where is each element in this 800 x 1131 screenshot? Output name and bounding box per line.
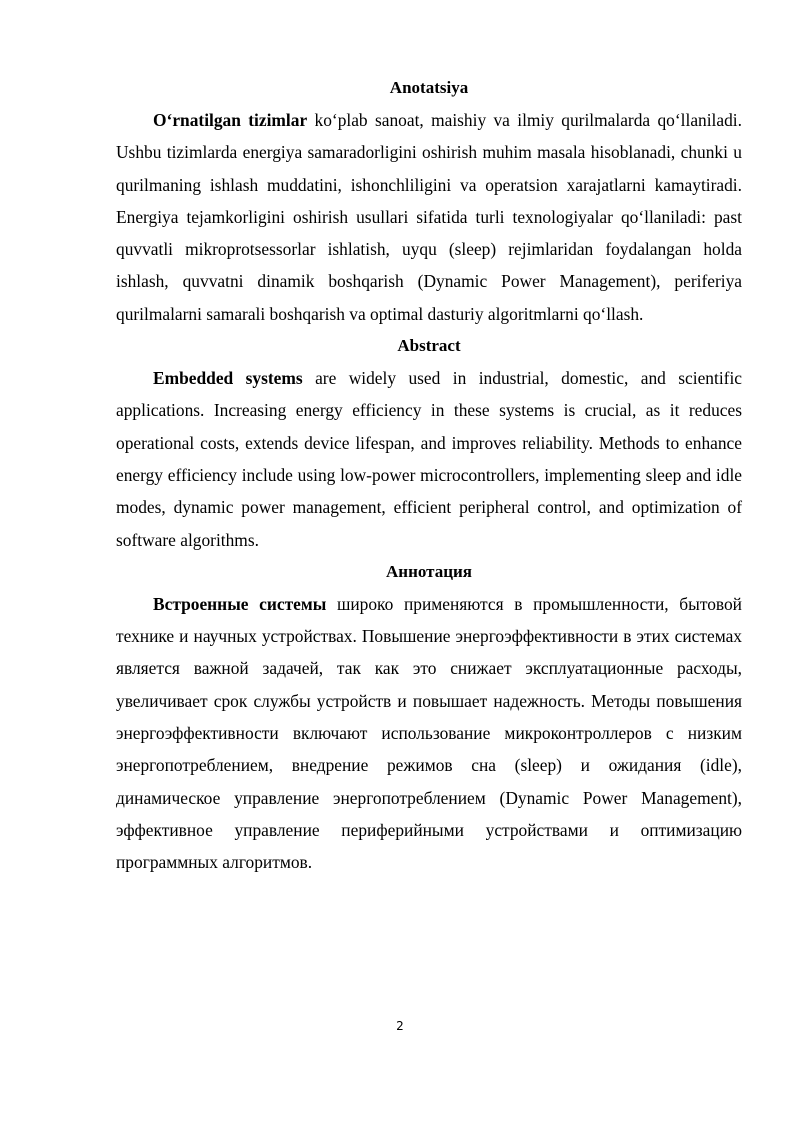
section-heading-anotatsiya: Anotatsiya [389,78,469,97]
paragraph-body-abstract: are widely used in industrial, domestic, and scientific applications. Increasing energy efficiency in these systems is crucial, as it reduces operational costs, extends device lifespan, and improves reliability. Methods to enhance energy efficiency include using low-power microcontrollers, implementing sleep and idle modes, dynamic power management, efficient peripheral control, and optimization of software algorithms. [116,368,743,550]
section-heading-abstract: Abstract [397,336,461,356]
lead-term-vstroennye-sistemy: Встроенные системы [153,593,327,614]
document-page [116,72,742,879]
lead-term-ornatilgan-tizimlar: O‘rnatilgan tizimlar [153,110,308,130]
page-number: 2 [396,1019,404,1033]
lead-term-embedded-systems: Embedded systems [153,368,303,389]
section-paragraph-anotatsiya [116,104,742,330]
section-uzbek-annotation [116,72,742,330]
section-russian-annotation [116,556,742,879]
section-paragraph-abstract [116,362,742,556]
section-paragraph-annotatsiya-ru [116,588,742,879]
section-heading-annotatsiya-ru: Аннотация [386,561,472,581]
section-english-abstract [116,330,742,556]
paragraph-body-annotatsiya-ru: широко применяются в промышленности, бытовой технике и научных устройствах. Повышение энергоэффективности в этих системах является важной задачей, так как это снижает эксплуатационные расходы, увеличивает срок службы устройств и повышает надежность. Методы повышения энергоэффективности включают использование микроконтроллеров с низким энергопотреблением, внедрение режимов сна (sleep) и ожидания (idle), динамическое управление энергопотреблением (Dynamic Power Management), эффективное управление периферийными устройствами и оптимизацию программных алгоритмов. [116,593,742,873]
paragraph-body-anotatsiya: ko‘plab sanoat, maishiy va ilmiy qurilmalarda qo‘llaniladi. Ushbu tizimlarda energiya samaradorligini oshirish muhim masala hisoblanadi, chunki u qurilmaning ishlash muddatini, ishonchliligini va operatsion xarajatlarni kamaytiradi. Energiya tejamkorligini oshirish usullari sifatida turli texnologiyalar qo‘llaniladi: past quvvatli mikroprotsessorlar ishlatish, uyqu (sleep) rejimlaridan foydalangan holda ishlash, quvvatni dinamik boshqarish (Dynamic Power Management), periferiya qurilmalarni samarali boshqarish va optimal dasturiy algoritmlarni qo‘llash. [116,110,742,324]
